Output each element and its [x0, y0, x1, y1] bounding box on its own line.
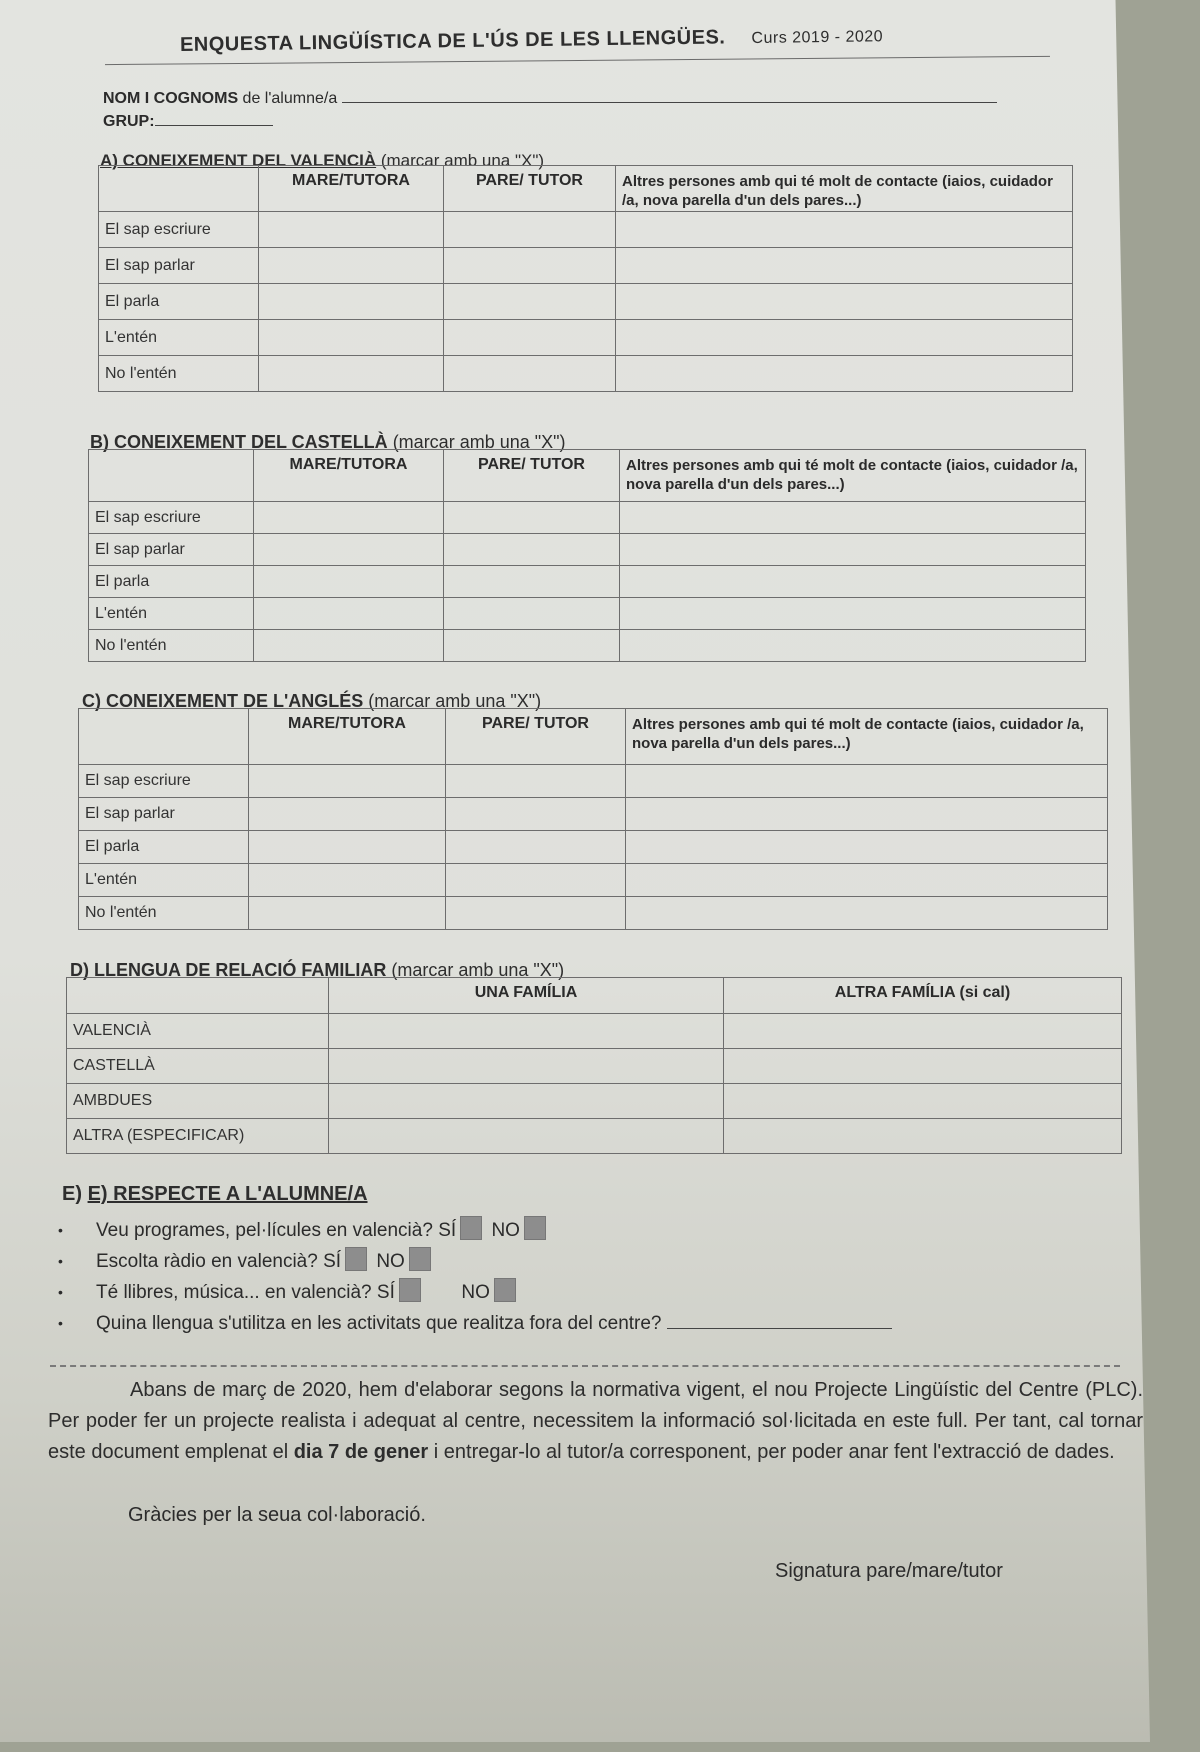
question-text: Escolta ràdio en valencià? — [96, 1251, 318, 1272]
section-b-heading: B) CONEIXEMENT DEL CASTELLÀ — [90, 432, 388, 452]
answer-cell[interactable] — [616, 212, 1073, 248]
answer-cell[interactable] — [249, 765, 446, 798]
row-label: No l'entén — [89, 630, 254, 662]
header-others: Altres persones amb qui té molt de contacte (iaios, cuidador /a, nova parella d'un dels pares...) — [616, 166, 1073, 212]
header-mother: MARE/TUTORA — [259, 166, 444, 212]
section-d-heading: D) LLENGUA DE RELACIÓ FAMILIAR — [70, 960, 387, 980]
answer-cell[interactable] — [444, 212, 616, 248]
header-others: Altres persones amb qui té molt de contacte (iaios, cuidador /a, nova parella d'un dels pares...) — [620, 450, 1086, 502]
answer-cell[interactable] — [259, 320, 444, 356]
answer-cell[interactable] — [249, 897, 446, 930]
row-label: CASTELLÀ — [67, 1049, 329, 1084]
answer-cell[interactable] — [259, 248, 444, 284]
answer-cell[interactable] — [446, 897, 626, 930]
answer-cell[interactable] — [444, 320, 616, 356]
yes-checkbox[interactable] — [460, 1216, 482, 1240]
list-item — [58, 1215, 1058, 1246]
instructions-text-1: Abans de març de 2020, hem d'elaborar segons la normativa vigent, el nou Projecte Lingüístic del Centre (PLC). Per poder fer un projecte realista i adequat al centre, necessitem la informació sol·licitada en este full. Per tant, cal tornar este document emplenat el — [48, 1379, 1143, 1463]
answer-cell[interactable] — [626, 864, 1108, 897]
yes-label: SÍ — [323, 1251, 342, 1272]
answer-cell[interactable] — [259, 356, 444, 392]
instructions-paragraph — [48, 1375, 1143, 1468]
answer-cell[interactable] — [254, 502, 444, 534]
list-item — [58, 1246, 1058, 1277]
answer-cell[interactable] — [444, 598, 620, 630]
row-label: El sap escriure — [89, 502, 254, 534]
header-one-family: UNA FAMÍLIA — [329, 978, 724, 1014]
answer-cell[interactable] — [444, 502, 620, 534]
header-empty — [89, 450, 254, 502]
yes-label: SÍ — [438, 1220, 457, 1241]
group-field — [103, 111, 273, 131]
section-a-note: (marcar amb una "X") — [376, 151, 545, 170]
section-c-note: (marcar amb una "X") — [363, 691, 542, 711]
list-item — [58, 1308, 1058, 1339]
answer-cell[interactable] — [254, 534, 444, 566]
no-label: NO — [376, 1251, 405, 1272]
answer-cell[interactable] — [329, 1084, 724, 1119]
row-label: L'entén — [79, 864, 249, 897]
row-label: El sap parlar — [99, 248, 259, 284]
yes-label: SÍ — [376, 1282, 395, 1303]
answer-cell[interactable] — [446, 864, 626, 897]
title-text: ENQUESTA LINGÜÍSTICA DE L'ÚS DE LES LLENGÜES. — [179, 26, 726, 56]
question-text: Té llibres, música... en valencià? — [96, 1282, 372, 1303]
answer-cell[interactable] — [444, 356, 616, 392]
answer-cell[interactable] — [626, 897, 1108, 930]
row-label: L'entén — [89, 598, 254, 630]
answer-cell[interactable] — [444, 566, 620, 598]
answer-cell[interactable] — [620, 598, 1086, 630]
deadline-date: dia 7 de gener — [293, 1441, 429, 1463]
cut-line-divider — [50, 1365, 1120, 1367]
section-d-note: (marcar amb una "X") — [386, 960, 565, 980]
header-mother: MARE/TUTORA — [249, 709, 446, 765]
answer-cell[interactable] — [616, 356, 1073, 392]
row-label: El sap parlar — [79, 798, 249, 831]
answer-cell[interactable] — [444, 630, 620, 662]
answer-cell[interactable] — [446, 831, 626, 864]
answer-cell[interactable] — [724, 1119, 1122, 1154]
thanks-text: Gràcies per la seua col·laboració. — [128, 1504, 426, 1526]
row-label: AMBDUES — [67, 1084, 329, 1119]
header-father: PARE/ TUTOR — [444, 450, 620, 502]
answer-cell[interactable] — [259, 284, 444, 320]
question-text: Quina llengua s'utilitza en les activitats que realitza fora del centre? — [96, 1313, 662, 1334]
answer-cell[interactable] — [329, 1049, 724, 1084]
list-item — [58, 1277, 1058, 1308]
answer-cell[interactable] — [626, 765, 1108, 798]
row-label: El parla — [79, 831, 249, 864]
answer-cell[interactable] — [620, 566, 1086, 598]
no-checkbox[interactable] — [524, 1216, 546, 1240]
answer-cell[interactable] — [446, 765, 626, 798]
table-valencia-knowledge — [98, 165, 1073, 392]
row-label: El parla — [89, 566, 254, 598]
header-empty — [67, 978, 329, 1014]
section-e-prefix: E) — [62, 1183, 88, 1205]
row-label: ALTRA (ESPECIFICAR) — [67, 1119, 329, 1154]
signature-label: Signatura pare/mare/tutor — [775, 1560, 1003, 1582]
answer-cell[interactable] — [249, 831, 446, 864]
answer-cell[interactable] — [444, 248, 616, 284]
no-checkbox[interactable] — [494, 1278, 516, 1302]
no-label: NO — [491, 1220, 520, 1241]
answer-cell[interactable] — [616, 320, 1073, 356]
question-text: Veu programes, pel·lícules en valencià? — [96, 1220, 433, 1241]
answer-cell[interactable] — [626, 798, 1108, 831]
answer-cell[interactable] — [329, 1119, 724, 1154]
answer-cell[interactable] — [616, 284, 1073, 320]
answer-cell[interactable] — [444, 284, 616, 320]
section-e-title — [62, 1183, 368, 1206]
answer-cell[interactable] — [446, 798, 626, 831]
student-name-field — [103, 88, 997, 108]
answer-cell[interactable] — [254, 630, 444, 662]
section-e-heading: E) RESPECTE A L'ALUMNE/A — [87, 1183, 368, 1205]
row-label: El sap parlar — [89, 534, 254, 566]
table-family-language — [66, 977, 1122, 1154]
row-label: No l'entén — [79, 897, 249, 930]
answer-cell[interactable] — [724, 1014, 1122, 1049]
student-name-input[interactable] — [342, 88, 997, 103]
answer-cell[interactable] — [444, 534, 620, 566]
name-label-bold: NOM I COGNOMS — [103, 90, 239, 107]
header-others: Altres persones amb qui té molt de contacte (iaios, cuidador /a, nova parella d'un dels pares...) — [626, 709, 1108, 765]
no-label: NO — [461, 1282, 490, 1303]
row-label: El parla — [99, 284, 259, 320]
row-label: No l'entén — [99, 356, 259, 392]
header-father: PARE/ TUTOR — [444, 166, 616, 212]
group-label: GRUP: — [103, 113, 155, 130]
answer-cell[interactable] — [249, 798, 446, 831]
answer-cell[interactable] — [259, 212, 444, 248]
no-checkbox[interactable] — [409, 1247, 431, 1271]
answer-cell[interactable] — [620, 502, 1086, 534]
course-year: Curs 2019 - 2020 — [751, 28, 884, 48]
group-input[interactable] — [155, 111, 273, 126]
header-father: PARE/ TUTOR — [446, 709, 626, 765]
row-label: El sap escriure — [99, 212, 259, 248]
row-label: El sap escriure — [79, 765, 249, 798]
answer-cell[interactable] — [616, 248, 1073, 284]
answer-cell[interactable] — [626, 831, 1108, 864]
section-a-heading: A) CONEIXEMENT DEL VALENCIÀ — [100, 151, 377, 170]
answer-cell[interactable] — [620, 630, 1086, 662]
row-label: L'entén — [99, 320, 259, 356]
section-c-heading: C) CONEIXEMENT DE L'ANGLÉS — [82, 691, 364, 711]
answer-cell[interactable] — [254, 598, 444, 630]
header-other-family: ALTRA FAMÍLIA (si cal) — [724, 978, 1122, 1014]
table-castellano-knowledge — [88, 449, 1086, 662]
table-english-knowledge — [78, 708, 1108, 930]
answer-cell[interactable] — [329, 1014, 724, 1049]
instructions-text-2: i entregar-lo al tutor/a corresponent, per poder anar fent l'extracció de dades. — [428, 1441, 1115, 1463]
header-empty — [79, 709, 249, 765]
answer-cell[interactable] — [620, 534, 1086, 566]
answer-cell[interactable] — [254, 566, 444, 598]
row-label: VALENCIÀ — [67, 1014, 329, 1049]
answer-cell[interactable] — [724, 1049, 1122, 1084]
answer-cell[interactable] — [724, 1084, 1122, 1119]
answer-cell[interactable] — [249, 864, 446, 897]
student-questions-list — [58, 1215, 1058, 1339]
header-mother: MARE/TUTORA — [254, 450, 444, 502]
name-label-rest: de l'alumne/a — [238, 90, 338, 107]
activities-language-input[interactable] — [667, 1312, 892, 1329]
yes-checkbox[interactable] — [345, 1247, 367, 1271]
header-empty — [99, 166, 259, 212]
yes-checkbox[interactable] — [399, 1278, 421, 1302]
section-b-note: (marcar amb una "X") — [387, 432, 566, 452]
